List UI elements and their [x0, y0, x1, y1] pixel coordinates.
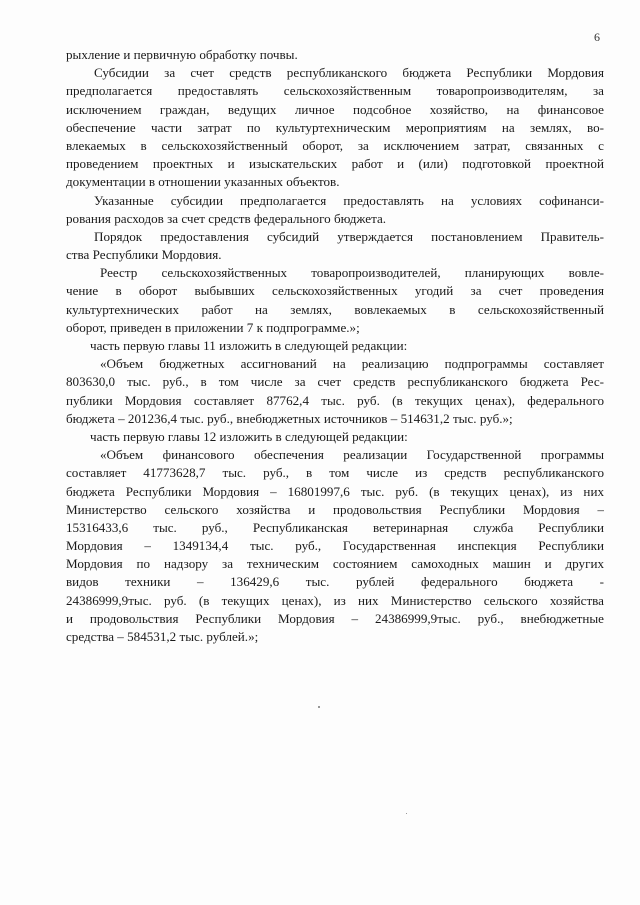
- text-line: оборот, приведен в приложении 7 к подпрограмме.»;: [66, 319, 360, 335]
- paragraph: [66, 355, 604, 428]
- text-line: бюджета – 201236,4 тыс. руб., внебюджетных источников – 514631,2 тыс. руб.»;: [66, 410, 513, 426]
- text-line: Министерство сельского хозяйства и продовольствия Республики Мордовия –: [66, 501, 604, 517]
- scan-speck: [318, 706, 320, 708]
- text-line: «Объем финансового обеспечения реализации Государственной программы: [100, 447, 604, 463]
- text-line: и продовольствия Республики Мордовия – 24386999,9тыс. руб., внебюджетные: [66, 610, 604, 626]
- paragraph: [66, 228, 604, 264]
- paragraph: [66, 264, 604, 337]
- text-line: 803630,0 тыс. руб., в том числе за счет средств республиканского бюджета Рес-: [66, 374, 604, 390]
- text-line: предполагается предоставлять сельскохозяйственным товаропроизводителям, за: [66, 83, 604, 99]
- text-line: видов техники – 136429,6 тыс. рублей федерального бюджета -: [66, 574, 604, 590]
- text-line: часть первую главы 11 изложить в следующей редакции:: [90, 338, 408, 353]
- text-line: 15316433,6 тыс. руб., Республиканская ветеринарная служба Республики: [66, 519, 604, 535]
- text-line: обеспечение части затрат по культуртехническим мероприятиям на землях, во-: [66, 119, 604, 135]
- text-line: исключением граждан, ведущих личное подсобное хозяйство, на финансовое: [66, 101, 604, 117]
- text-line: проведением проектных и изыскательских работ и (или) подготовкой проектной: [66, 156, 604, 172]
- text-line: составляет 41773628,7 тыс. руб., в том числе из средств республиканского: [66, 465, 604, 481]
- text-line: документации в отношении указанных объектов.: [66, 174, 340, 190]
- text-line: Порядок предоставления субсидий утверждается постановлением Правитель-: [94, 228, 604, 244]
- text-line: средства – 584531,2 тыс. рублей.»;: [66, 629, 259, 644]
- page-number: 6: [594, 30, 600, 44]
- paragraph: [66, 446, 604, 646]
- text-line: ства Республики Мордовия.: [66, 247, 222, 263]
- text-line: влекаемых в сельскохозяйственный оборот, за исключением затрат, связанных с: [66, 137, 604, 153]
- paragraph: [66, 46, 604, 64]
- text-line: часть первую главы 12 изложить в следующей редакции:: [90, 428, 408, 444]
- paragraph: [66, 192, 604, 228]
- text-line: Реестр сельскохозяйственных товаропроизводителей, планирующих вовле-: [100, 265, 604, 281]
- text-line: публики Мордовия составляет 87762,4 тыс. руб. (в текущих ценах), федерального: [66, 392, 604, 408]
- text-line: Субсидии за счет средств республиканского бюджета Республики Мордовия: [94, 65, 604, 81]
- text-line: «Объем бюджетных ассигнований на реализацию подпрограммы составляет: [100, 356, 604, 372]
- text-line: бюджета Республики Мордовия – 16801997,6 тыс. руб. (в текущих ценах), из них: [66, 483, 604, 499]
- text-line: Мордовия по надзору за техническим состоянием самоходных машин и других: [66, 556, 604, 572]
- paragraph: [66, 428, 604, 446]
- text-line: Указанные субсидии предполагается предоставлять на условиях софинанси-: [94, 192, 604, 208]
- text-line: культуртехнических работ на землях, вовлекаемых в сельскохозяйственный: [66, 301, 604, 317]
- text-line: 24386999,9тыс. руб. (в текущих ценах), из них Министерство сельского хозяйства: [66, 592, 604, 608]
- paragraph: [66, 64, 604, 191]
- scan-speck: [406, 813, 407, 814]
- text-line: рования расходов за счет средств федерального бюджета.: [66, 210, 387, 226]
- paragraph: [66, 337, 604, 355]
- text-line: чение в оборот выбывших сельскохозяйственных угодий за счет проведения: [66, 283, 604, 299]
- text-line: Мордовия – 1349134,4 тыс. руб., Государственная инспекция Республики: [66, 538, 604, 554]
- document-body: [66, 46, 604, 646]
- text-line: рыхление и первичную обработку почвы.: [66, 47, 298, 62]
